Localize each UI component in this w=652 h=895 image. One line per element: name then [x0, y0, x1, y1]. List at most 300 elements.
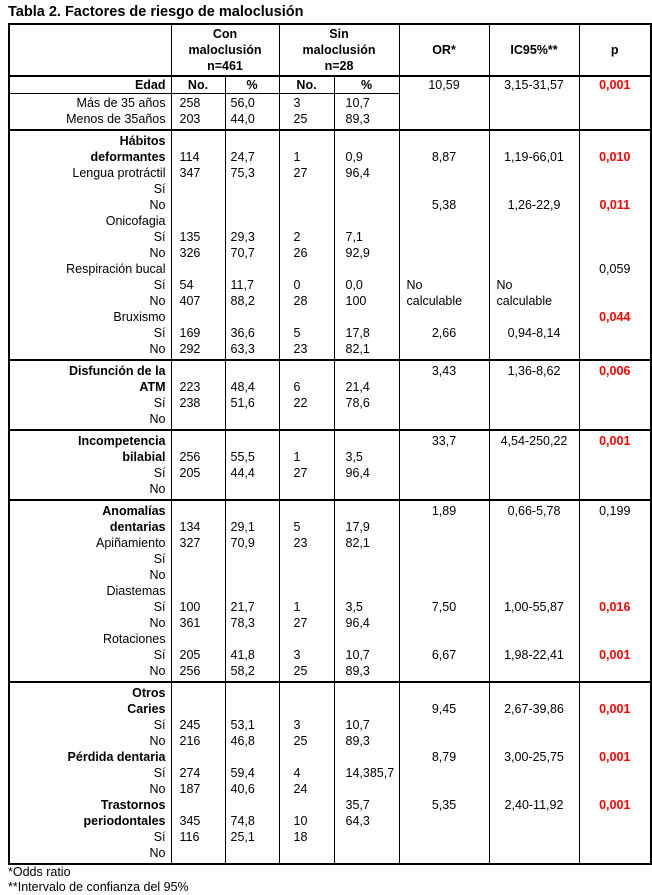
edad-no2 [279, 94, 334, 131]
cell-line: 92,9 [345, 246, 370, 260]
cell-line: 70,9 [230, 536, 255, 550]
cell-line [226, 845, 279, 861]
cell-line: Anomalías [102, 504, 166, 518]
cell-line [280, 631, 334, 647]
cell-line [400, 309, 489, 325]
cell-line: No [149, 482, 166, 496]
cell-line [490, 535, 579, 551]
cell-line [335, 829, 399, 845]
cell-line: 78,3 [230, 616, 255, 630]
cell-line [400, 465, 489, 481]
cell-line [226, 213, 279, 229]
cell-line [400, 717, 489, 733]
cell-line: 4 [293, 766, 301, 780]
cell-line: 327 [179, 536, 201, 550]
cell-line [280, 701, 334, 717]
cell-line [335, 583, 399, 599]
cell-line [172, 481, 225, 497]
cell-line [335, 781, 399, 797]
cell-line [280, 181, 334, 197]
cell-line [226, 481, 279, 497]
cell-line: 7,1 [345, 230, 363, 244]
cell-line: Sí [153, 278, 166, 292]
cell-line [172, 567, 225, 583]
cell-line: 5 [293, 326, 301, 340]
cell-line: 5,38 [431, 198, 457, 212]
cell-line [490, 781, 579, 797]
cell-line: 1,89 [431, 504, 457, 518]
cell-line: n=461 [207, 59, 243, 73]
habitos-deformantes-p [579, 130, 651, 360]
cell-line: 0,001 [599, 798, 631, 812]
cell-line: 21,4 [345, 380, 370, 394]
cell-line: 24 [293, 782, 308, 796]
otros-p [579, 682, 651, 864]
cell-line [400, 449, 489, 465]
cell-line [580, 181, 651, 197]
cell-line [172, 433, 225, 449]
cell-line: 23 [293, 536, 308, 550]
cell-line [490, 829, 579, 845]
cell-line: 169 [179, 326, 201, 340]
cell-line: 89,3 [345, 664, 370, 678]
cell-line [580, 583, 651, 599]
cell-line: Sí [153, 326, 166, 340]
cell-line: No [496, 278, 513, 292]
cell-line: 29,3 [230, 230, 255, 244]
cell-line [172, 261, 225, 277]
cell-line [280, 133, 334, 149]
habitos-deformantes-pct2 [334, 130, 399, 360]
cell-line: Trastornos [100, 798, 166, 812]
cell-line: 96,4 [345, 616, 370, 630]
cell-line [580, 293, 651, 309]
cell-line [172, 309, 225, 325]
cell-line: 0,199 [599, 504, 631, 518]
cell-line [400, 615, 489, 631]
cell-line: 345 [179, 814, 201, 828]
cell-line [490, 261, 579, 277]
cell-line: 2,40-11,92 [504, 798, 564, 812]
cell-line [580, 133, 651, 149]
cell-line [400, 229, 489, 245]
risk-factors-table [8, 23, 652, 865]
habitos-deformantes-or [399, 130, 489, 360]
cell-line [580, 379, 651, 395]
section-habitos-deformantes [9, 130, 651, 360]
cell-line: 25,1 [230, 830, 255, 844]
cell-line [490, 765, 579, 781]
cell-line [580, 663, 651, 679]
cell-line: Sí [153, 648, 166, 662]
cell-line [490, 411, 579, 427]
cell-line: 7,50 [431, 600, 457, 614]
cell-line: 48,4 [230, 380, 255, 394]
cell-line [400, 519, 489, 535]
cell-line: 1 [293, 150, 301, 164]
cell-line [400, 765, 489, 781]
cell-line: OR* [432, 43, 456, 57]
cell-line: 10,7 [345, 648, 370, 662]
section-edad-subheader [9, 76, 651, 94]
cell-line: 44,4 [230, 466, 255, 480]
cell-line: 203 [179, 112, 201, 126]
cell-line [400, 245, 489, 261]
cell-line: Sí [153, 830, 166, 844]
cell-line [226, 583, 279, 599]
cell-line: No. [187, 78, 209, 92]
cell-line [490, 449, 579, 465]
header-con-maloclusion [171, 24, 279, 76]
cell-line: 10,7 [345, 718, 370, 732]
disfuncion-atm-no2 [279, 360, 334, 430]
cell-line [490, 133, 579, 149]
incompetencia-bilabial-ic [489, 430, 579, 500]
cell-line [490, 519, 579, 535]
cell-line: No. [296, 78, 317, 92]
cell-line [580, 567, 651, 583]
cell-line: No [149, 664, 166, 678]
cell-line: Respiración bucal [66, 262, 166, 276]
cell-line [335, 363, 399, 379]
cell-line: Más de 35 años [76, 96, 166, 110]
cell-line [226, 685, 279, 701]
cell-line: bilabial [122, 450, 166, 464]
cell-line: 407 [179, 294, 201, 308]
cell-line: Rotaciones [102, 632, 166, 646]
cell-line [580, 829, 651, 845]
cell-line [490, 631, 579, 647]
header-factor [9, 24, 171, 76]
cell-line [580, 165, 651, 181]
cell-line: 0,010 [599, 150, 631, 164]
cell-line [335, 309, 399, 325]
cell-line: No [149, 782, 166, 796]
cell-line: 6 [293, 380, 301, 394]
cell-line: 0,059 [599, 262, 631, 276]
cell-line: 1 [293, 450, 301, 464]
cell-line [400, 631, 489, 647]
habitos-deformantes-no2 [279, 130, 334, 360]
cell-line [580, 325, 651, 341]
cell-line: 0,001 [599, 648, 631, 662]
anomalias-dentarias-label [9, 500, 171, 682]
cell-line [580, 765, 651, 781]
cell-line: 100 [179, 600, 201, 614]
cell-line [490, 165, 579, 181]
cell-line: 70,7 [230, 246, 255, 260]
cell-line: % [360, 78, 373, 92]
cell-line: Bruxismo [113, 310, 166, 324]
cell-line: 8,87 [431, 150, 457, 164]
anomalias-dentarias-p [579, 500, 651, 682]
cell-line: 89,3 [345, 734, 370, 748]
cell-line [280, 213, 334, 229]
cell-line: 3,00-25,75 [504, 750, 564, 764]
cell-line: Sí [153, 600, 166, 614]
cell-line [580, 519, 651, 535]
cell-line: p [610, 43, 619, 57]
cell-line: 78,6 [345, 396, 370, 410]
cell-line [400, 829, 489, 845]
cell-line [400, 583, 489, 599]
cell-line [490, 551, 579, 567]
cell-line [280, 197, 334, 213]
cell-line: Apiñamiento [96, 536, 166, 550]
cell-line: 10,7 [345, 96, 370, 110]
cell-line: Disfunción de la [68, 364, 166, 378]
cell-line [226, 631, 279, 647]
cell-line: No [149, 846, 166, 860]
cell-line: No [149, 198, 166, 212]
cell-line [490, 379, 579, 395]
cell-line: 35,7 [345, 798, 370, 812]
cell-line: 59,4 [230, 766, 255, 780]
cell-line: 0,006 [599, 364, 631, 378]
cell-line: 27 [293, 166, 308, 180]
cell-line [490, 245, 579, 261]
cell-line: No [149, 294, 166, 308]
cell-line: 0,66-5,78 [507, 504, 561, 518]
otros-pct1 [225, 682, 279, 864]
cell-line [580, 213, 651, 229]
cell-line: 100 [345, 294, 367, 308]
cell-line [226, 797, 279, 813]
cell-line [172, 503, 225, 519]
cell-line: 3,43 [431, 364, 457, 378]
cell-line [490, 395, 579, 411]
cell-line: calculable [406, 294, 463, 308]
cell-line [400, 379, 489, 395]
cell-line: 135 [179, 230, 201, 244]
cell-line: 64,3 [345, 814, 370, 828]
cell-line: 26 [293, 246, 308, 260]
cell-line [335, 551, 399, 567]
cell-line [490, 213, 579, 229]
cell-line: 22 [293, 396, 308, 410]
header-ic95 [489, 24, 579, 76]
cell-line [490, 341, 579, 357]
cell-line [580, 781, 651, 797]
cell-line [490, 481, 579, 497]
anomalias-dentarias-no1 [171, 500, 225, 682]
cell-line: 46,8 [230, 734, 255, 748]
cell-line [580, 535, 651, 551]
cell-line [172, 845, 225, 861]
cell-line: 292 [179, 342, 201, 356]
cell-line: calculable [496, 294, 553, 308]
cell-line: 5 [293, 520, 301, 534]
cell-line: 51,6 [230, 396, 255, 410]
cell-line [280, 481, 334, 497]
edad-label [9, 94, 171, 131]
cell-line: 6,67 [431, 648, 457, 662]
habitos-deformantes-pct1 [225, 130, 279, 360]
cell-line [172, 363, 225, 379]
cell-line [580, 685, 651, 701]
cell-line [226, 433, 279, 449]
cell-line: 1,26-22,9 [507, 198, 561, 212]
cell-line: 55,5 [230, 450, 255, 464]
cell-line: No [149, 616, 166, 630]
incompetencia-bilabial-no1 [171, 430, 225, 500]
cell-line [280, 551, 334, 567]
cell-line: No [149, 412, 166, 426]
otros-no1 [171, 682, 225, 864]
cell-line: 216 [179, 734, 201, 748]
footnote-confidence-interval: **Intervalo de confianza del 95% [8, 880, 189, 894]
cell-line: 53,1 [230, 718, 255, 732]
header-sin-maloclusion [279, 24, 399, 76]
cell-line: 0,001 [599, 78, 631, 92]
cell-line [490, 567, 579, 583]
cell-line [280, 309, 334, 325]
section-otros [9, 682, 651, 864]
cell-line: 9,45 [431, 702, 457, 716]
cell-line [490, 615, 579, 631]
cell-line [280, 433, 334, 449]
cell-line: Caries [127, 702, 166, 716]
otros-pct2 [334, 682, 399, 864]
cell-line [400, 535, 489, 551]
cell-line [280, 411, 334, 427]
otros-or [399, 682, 489, 864]
cell-line: dentarias [109, 520, 166, 534]
cell-line: No [149, 342, 166, 356]
cell-line: 10 [293, 814, 308, 828]
section-anomalias-dentarias [9, 500, 651, 682]
cell-line: 0,001 [599, 702, 631, 716]
cell-line: 0,0 [345, 278, 363, 292]
cell-line: 25 [293, 664, 308, 678]
cell-line: Sí [153, 396, 166, 410]
cell-line: 89,3 [345, 112, 370, 126]
cell-line: 41,8 [230, 648, 255, 662]
cell-line: 238 [179, 396, 201, 410]
cell-line: 1 [293, 600, 301, 614]
cell-line [172, 181, 225, 197]
cell-line: 1,36-8,62 [507, 364, 561, 378]
section-disfuncion-atm [9, 360, 651, 430]
cell-line [280, 797, 334, 813]
cell-line [172, 213, 225, 229]
cell-line: 63,3 [230, 342, 255, 356]
edad-pct1 [225, 94, 279, 131]
disfuncion-atm-p [579, 360, 651, 430]
cell-line [172, 749, 225, 765]
cell-line [490, 181, 579, 197]
cell-line: Lengua protráctil [72, 166, 166, 180]
cell-line [580, 341, 651, 357]
cell-line: 8,79 [431, 750, 457, 764]
cell-line [490, 583, 579, 599]
edad-subheader-no2 [279, 76, 334, 94]
cell-line [280, 567, 334, 583]
edad-subheader-pct2 [334, 76, 399, 94]
header-or [399, 24, 489, 76]
cell-line: 3,5 [345, 600, 363, 614]
cell-line: Pérdida dentaria [67, 750, 166, 764]
cell-line: 0,94-8,14 [507, 326, 561, 340]
cell-line [335, 701, 399, 717]
cell-line: 74,8 [230, 814, 255, 828]
incompetencia-bilabial-label [9, 430, 171, 500]
anomalias-dentarias-no2 [279, 500, 334, 682]
cell-line: IC95%** [510, 43, 558, 57]
cell-line: periodontales [83, 814, 166, 828]
disfuncion-atm-no1 [171, 360, 225, 430]
cell-line: 205 [179, 648, 201, 662]
cell-line [172, 583, 225, 599]
cell-line: No [149, 734, 166, 748]
cell-line: 256 [179, 450, 201, 464]
cell-line: 54 [179, 278, 194, 292]
header-p [579, 24, 651, 76]
cell-line: 36,6 [230, 326, 255, 340]
cell-line: Edad [134, 78, 166, 92]
cell-line: 88,2 [230, 294, 255, 308]
cell-line [172, 411, 225, 427]
cell-line [172, 701, 225, 717]
cell-line: 56,0 [230, 96, 255, 110]
cell-line: ATM [139, 380, 166, 394]
cell-line: 75,3 [230, 166, 255, 180]
cell-line: 347 [179, 166, 201, 180]
cell-line [280, 583, 334, 599]
cell-line [400, 663, 489, 679]
cell-line: % [246, 78, 258, 92]
cell-line [400, 551, 489, 567]
incompetencia-bilabial-p [579, 430, 651, 500]
cell-line: n=28 [324, 59, 354, 73]
cell-line: maloclusión [302, 43, 376, 57]
cell-line: 29,1 [230, 520, 255, 534]
cell-line [580, 449, 651, 465]
cell-line [490, 813, 579, 829]
anomalias-dentarias-pct1 [225, 500, 279, 682]
cell-line [226, 309, 279, 325]
cell-line [400, 213, 489, 229]
cell-line: 3 [293, 96, 301, 110]
cell-line [580, 481, 651, 497]
cell-line: 82,1 [345, 342, 370, 356]
cell-line: 134 [179, 520, 201, 534]
cell-line [335, 749, 399, 765]
cell-line: 10,59 [428, 78, 460, 92]
cell-line: No [406, 278, 423, 292]
cell-line: 27 [293, 616, 308, 630]
cell-line [400, 567, 489, 583]
cell-line: 187 [179, 782, 201, 796]
cell-line [335, 567, 399, 583]
cell-line [580, 813, 651, 829]
cell-line [280, 261, 334, 277]
cell-line [490, 717, 579, 733]
cell-line [172, 797, 225, 813]
cell-line [172, 631, 225, 647]
cell-line [580, 395, 651, 411]
cell-line [172, 197, 225, 213]
cell-line: 2 [293, 230, 301, 244]
cell-line: 205 [179, 466, 201, 480]
cell-line: 245 [179, 718, 201, 732]
cell-line: 96,4 [345, 166, 370, 180]
cell-line: 2,66 [431, 326, 457, 340]
cell-line: 3,5 [345, 450, 363, 464]
edad-pct2 [334, 94, 399, 131]
cell-line: 96,4 [345, 466, 370, 480]
cell-line [400, 165, 489, 181]
